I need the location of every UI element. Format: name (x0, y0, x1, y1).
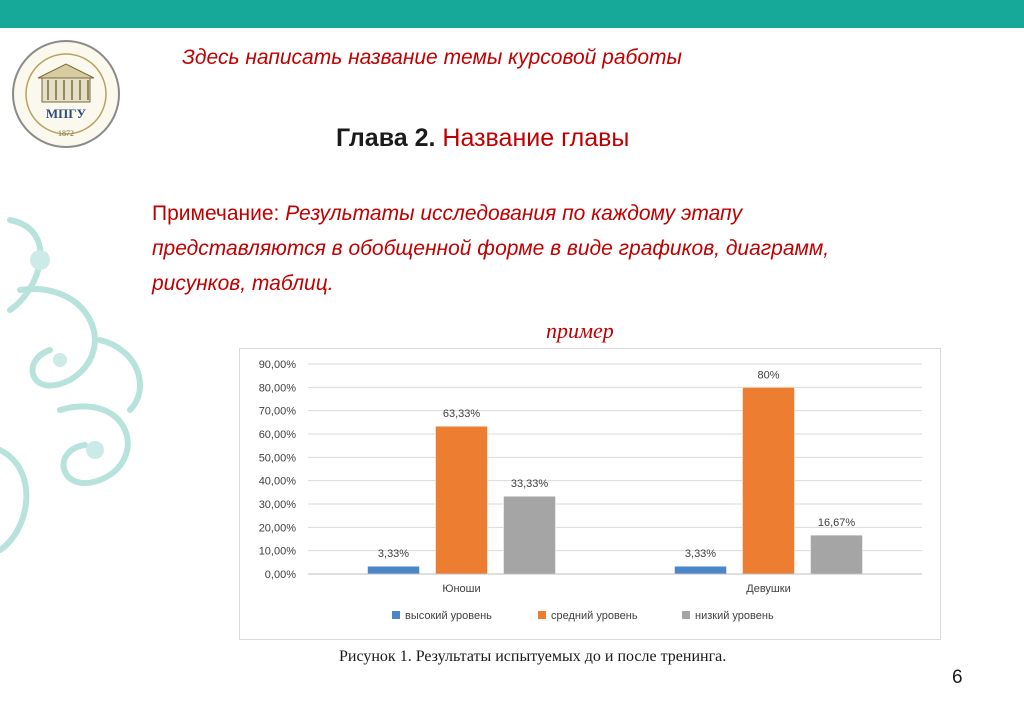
y-tick-label: 50,00% (258, 452, 296, 465)
y-tick-label: 20,00% (258, 522, 296, 535)
chapter-heading (336, 124, 629, 153)
x-category-label: Юноши (442, 583, 481, 595)
y-tick-label: 40,00% (258, 475, 296, 488)
y-tick-label: 90,00% (258, 359, 296, 371)
legend-label: низкий уровень (695, 610, 774, 622)
data-label: 63,33% (442, 408, 481, 421)
figure-caption: Рисунок 1. Результаты испытуемых до и после тренинга. (339, 648, 727, 665)
bar (675, 566, 727, 574)
y-tick-label: 80,00% (258, 382, 296, 395)
data-label: 3,33% (684, 548, 717, 561)
chapter-number: Глава 2. (336, 124, 436, 152)
legend-label: средний уровень (551, 610, 638, 622)
legend-swatch (538, 611, 546, 619)
x-category-label: Девушки (746, 583, 791, 595)
bar (368, 566, 420, 574)
y-tick-label: 0,00% (264, 569, 296, 581)
topic-title: Здесь написать название темы курсовой работы (182, 46, 682, 69)
legend-swatch (682, 611, 690, 619)
data-label: 16,67% (817, 517, 856, 530)
logo-year: 1872 (58, 129, 74, 138)
chart-canvas (240, 349, 940, 639)
example-label: пример (546, 318, 614, 343)
note-label: Примечание: (152, 202, 280, 225)
bar-chart (239, 348, 941, 640)
legend-swatch (392, 611, 400, 619)
y-tick-label: 10,00% (258, 545, 296, 558)
university-logo (10, 38, 122, 150)
decorative-ornament (0, 200, 160, 580)
bar (436, 426, 488, 574)
data-label: 3,33% (377, 548, 410, 561)
y-tick-label: 70,00% (258, 405, 296, 418)
bar (811, 535, 863, 574)
top-accent-bar (0, 0, 1024, 28)
bar (743, 387, 795, 574)
note-paragraph (152, 196, 872, 301)
logo-text: МПГУ (45, 106, 87, 121)
bar (504, 496, 556, 574)
y-tick-label: 30,00% (258, 499, 296, 511)
data-label: 33,33% (510, 478, 549, 491)
data-label: 80% (757, 369, 780, 382)
legend-label: высокий уровень (405, 610, 492, 622)
chapter-name: Название главы (442, 124, 630, 152)
page-number: 6 (952, 667, 963, 688)
note-body: Результаты исследования по каждому этапу представляются в обобщенной форме в виде графиков, диаграмм, рисунков, таблиц. (152, 202, 830, 295)
y-tick-label: 60,00% (258, 429, 296, 441)
